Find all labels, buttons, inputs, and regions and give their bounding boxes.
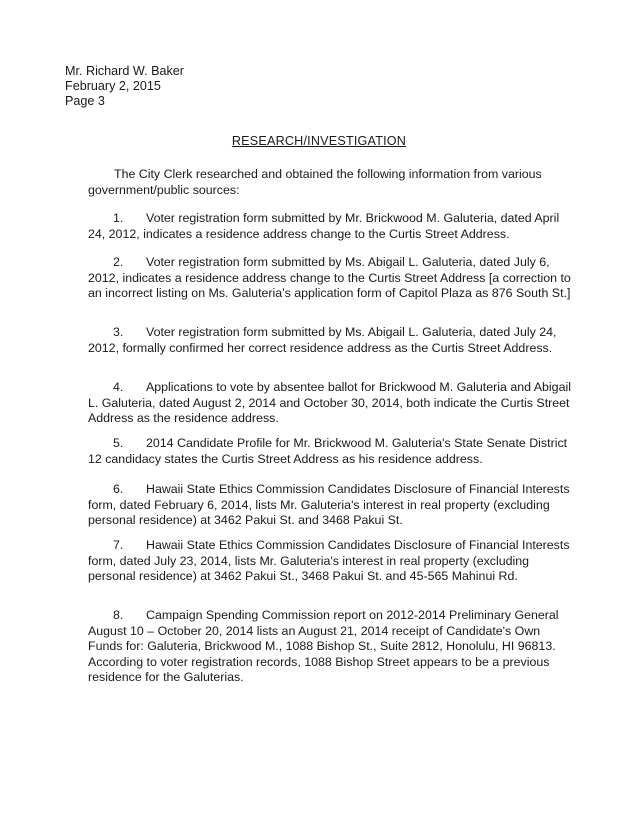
- item-number: 2.: [113, 255, 124, 269]
- item-number: 5.: [113, 436, 124, 450]
- page-number: Page 3: [65, 94, 105, 108]
- list-item: [88, 538, 572, 585]
- item-number: 7.: [113, 538, 124, 552]
- list-item: [88, 255, 572, 302]
- item-number: 4.: [113, 380, 124, 394]
- item-text: Voter registration form submitted by Ms. Abigail L. Galuteria, dated July 6, 2012, indicates a residence address change to the Curtis Street Address [a correction to an incorrect listing on Ms. Galuteria's application form of Capitol Plaza as 876 South St.]: [88, 255, 571, 301]
- item-number: 3.: [113, 325, 124, 339]
- item-text: Voter registration form submitted by Mr. Brickwood M. Galuteria, dated April 24, 2012, indicates a residence address change to the Curtis Street Address.: [88, 211, 560, 241]
- item-text: Applications to vote by absentee ballot for Brickwood M. Galuteria and Abigail L. Galuteria, dated August 2, 2014 and October 30, 2014, both indicate the Curtis Street Address as the residence address.: [88, 380, 571, 426]
- list-item: [88, 211, 572, 242]
- item-text: 2014 Candidate Profile for Mr. Brickwood M. Galuteria's State Senate District 12 candidacy states the Curtis Street Address as his residence address.: [88, 436, 568, 466]
- list-item: [88, 436, 572, 467]
- list-item: [88, 608, 572, 686]
- item-text: Hawaii State Ethics Commission Candidates Disclosure of Financial Interests form, dated July 23, 2014, lists Mr. Galuteria's interest in real property (excluding personal residence) at 3462 Pakui St., 3468 Pakui St. and 45-565 Mahinui Rd.: [88, 538, 570, 584]
- item-text: Campaign Spending Commission report on 2012-2014 Preliminary General August 10 – October 20, 2014 lists an August 21, 2014 receipt of Candidate's Own Funds for: Galuteria, Brickwood M., 1088 Bishop St., Suite 2812, Honolulu, HI 96813. According to voter registration records, 1088 Bishop Street appears to be a previous residence for the Galuterias.: [88, 608, 559, 685]
- item-text: Hawaii State Ethics Commission Candidates Disclosure of Financial Interests form, dated February 6, 2014, lists Mr. Galuteria's interest in real property (excluding personal residence) at 3462 Pakui St. and 3468 Pakui St.: [88, 482, 570, 528]
- letter-header: [65, 64, 184, 109]
- section-title: RESEARCH/INVESTIGATION: [231, 134, 407, 148]
- intro-paragraph: [88, 167, 570, 198]
- list-item: [88, 482, 572, 529]
- list-item: [88, 325, 572, 356]
- letter-date: February 2, 2015: [65, 79, 161, 93]
- list-item: [88, 380, 572, 427]
- item-number: 1.: [113, 211, 124, 225]
- item-number: 6.: [113, 482, 124, 496]
- recipient-name: Mr. Richard W. Baker: [65, 64, 184, 78]
- intro-text: The City Clerk researched and obtained the following information from various government/public sources:: [88, 167, 542, 197]
- item-text: Voter registration form submitted by Ms. Abigail L. Galuteria, dated July 24, 2012, formally confirmed her correct residence address as the Curtis Street Address.: [88, 325, 557, 355]
- item-number: 8.: [113, 608, 124, 622]
